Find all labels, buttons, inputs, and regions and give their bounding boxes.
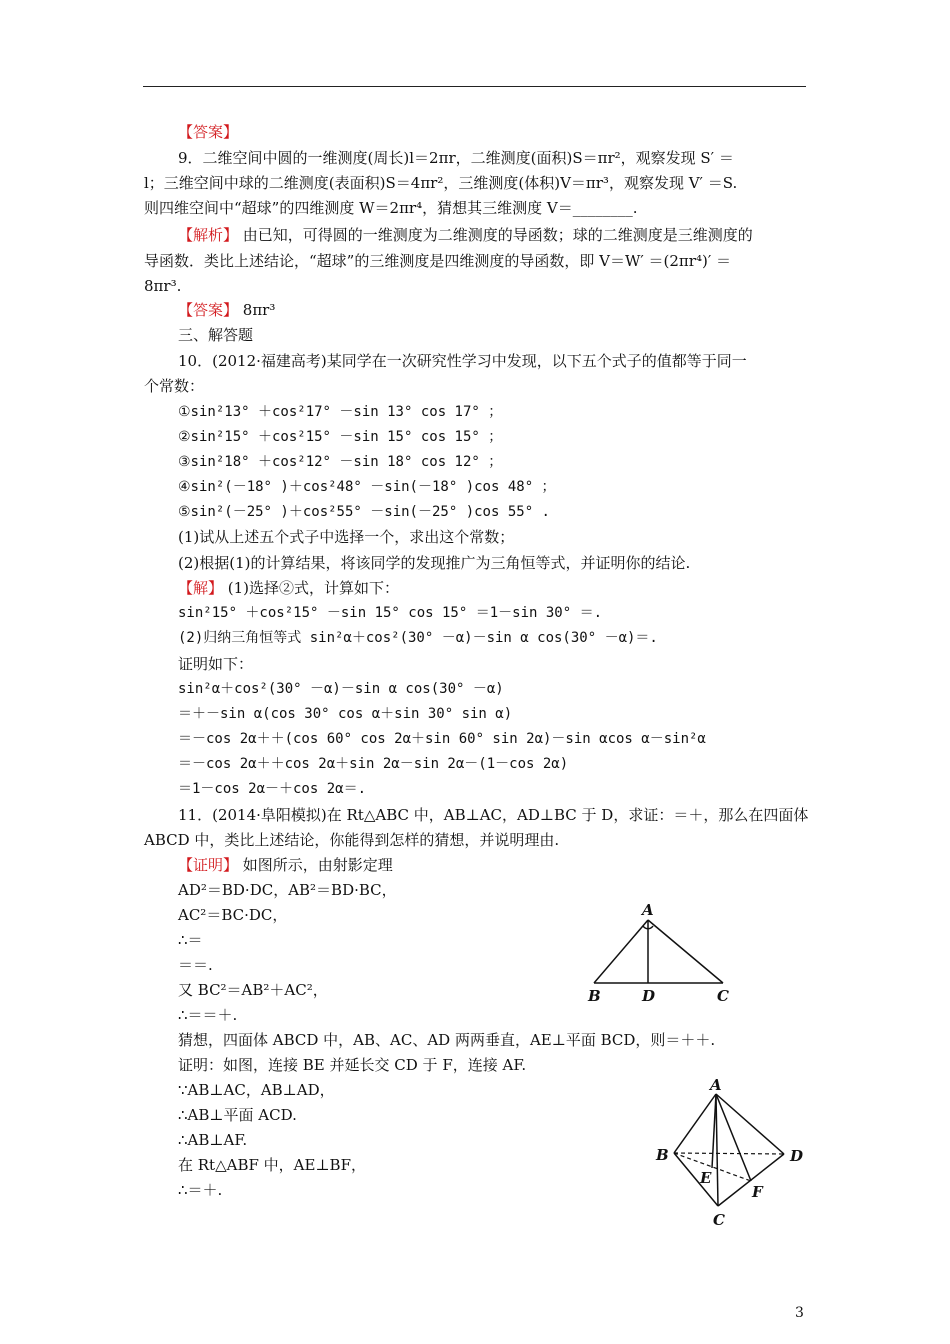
q11-proof-line-4: ∴＝ <box>178 931 203 949</box>
q9-analysis-line-2: 导函数．类比上述结论，“超球”的三维测度是四维测度的导函数，即 V＝W′ ＝(2πr⁴)′ ＝ <box>144 252 731 270</box>
edge-ac <box>716 1094 718 1206</box>
q10-item-4: ④sin²(－18° )＋cos²48° －sin(－18° )cos 48° ； <box>178 479 556 495</box>
q10-solution-line-5: sin²α＋cos²(30° －α)－sin α cos(30° －α) <box>178 681 504 697</box>
label-a: A <box>642 901 654 919</box>
q10-item-3: ③sin²18° ＋cos²12° －sin 18° cos 12° ； <box>178 454 503 470</box>
q11-proof-line-8: 猜想，四面体 ABCD 中，AB、AC、AD 两两垂直，AE⊥平面 BCD，则＝＋＋. <box>178 1031 716 1049</box>
tet-label-d: D <box>790 1147 804 1165</box>
label-b: B <box>588 987 601 1005</box>
q10-line-2: 个常数： <box>144 377 205 395</box>
section-title: 三、解答题 <box>178 326 254 344</box>
q9-answer-value: 8πr³ <box>238 301 276 319</box>
q11-proof-line-14: ∴＝＋. <box>178 1181 223 1199</box>
label-c: C <box>717 987 729 1005</box>
q10-solution-line-2: sin²15° ＋cos²15° －sin 15° cos 15° ＝1－sin 30° ＝. <box>178 605 603 621</box>
q9-line-3: 则四维空间中“超球”的四维测度 W＝2πr⁴，猜想其三维测度 V＝________. <box>144 199 638 217</box>
q10-solution-line-6: ＝＋－sin α(cos 30° cos α＋sin 30° sin α) <box>178 706 513 722</box>
q9-answer <box>178 300 275 320</box>
answer-tag-2: 【答案】 <box>178 301 239 319</box>
q9-analysis-line-3: 8πr³. <box>144 277 182 295</box>
tet-label-e: E <box>700 1169 712 1187</box>
edge-ab <box>674 1094 716 1153</box>
q10-solution-line-4: 证明如下： <box>178 655 254 673</box>
edge-ad <box>716 1094 784 1154</box>
q11-proof <box>178 855 393 875</box>
header-rule <box>143 86 806 87</box>
q10-item-1: ①sin²13° ＋cos²17° －sin 13° cos 17° ； <box>178 404 503 420</box>
q11-proof-line-1: 如图所示，由射影定理 <box>238 856 393 874</box>
q11-proof-line-9: 证明：如图，连接 BE 并延长交 CD 于 F，连接 AF. <box>178 1056 527 1074</box>
tet-label-b: B <box>656 1146 669 1164</box>
q10-item-2: ②sin²15° ＋cos²15° －sin 15° cos 15° ； <box>178 429 503 445</box>
q10-solution-line-7: ＝－cos 2α＋＋(cos 60° cos 2α＋sin 60° sin 2α)－sin αcos α－sin²α <box>178 731 706 747</box>
q10-item-5: ⑤sin²(－25° )＋cos²55° －sin(－25° )cos 55° . <box>178 504 550 520</box>
segment-af <box>716 1094 751 1181</box>
q11-proof-line-12: ∴AB⊥AF. <box>178 1131 248 1149</box>
q10-part-1: (1)试从上述五个式子中选择一个，求出这个常数； <box>178 528 515 546</box>
q10-solution-line-9: ＝1－cos 2α－＋cos 2α＝. <box>178 781 367 797</box>
segment-ab <box>594 920 648 983</box>
segment-ac <box>648 920 723 983</box>
q9-analysis-line-1: 由已知，可得圆的一维测度为二维测度的导函数；球的二维测度是三维测度的 <box>238 226 753 244</box>
triangle-figure <box>580 895 750 1010</box>
tet-label-c: C <box>713 1211 725 1229</box>
q11-proof-line-2: AD²＝BD·DC，AB²＝BD·BC， <box>178 881 397 899</box>
q9-analysis <box>178 225 753 245</box>
q10-line-1: 10．(2012·福建高考)某同学在一次研究性学习中发现，以下五个式子的值都等于同一 <box>178 352 747 370</box>
q11-line-1: 11．(2014·阜阳模拟)在 Rt△ABC 中，AB⊥AC，AD⊥BC 于 D，求证：＝＋，那么在四面体 <box>178 806 809 824</box>
tetrahedron-figure <box>648 1072 813 1232</box>
q11-line-2: ABCD 中，类比上述结论，你能得到怎样的猜想，并说明理由. <box>144 831 560 849</box>
tet-label-f: F <box>752 1183 763 1201</box>
q10-solution <box>178 578 399 598</box>
segment-ae <box>712 1094 716 1168</box>
label-d: D <box>642 987 656 1005</box>
tet-label-a: A <box>710 1076 722 1094</box>
answer-tag: 【答案】 <box>178 123 239 141</box>
q11-proof-line-3: AC²＝BC·DC， <box>178 906 288 924</box>
solution-tag: 【解】 <box>178 579 224 597</box>
q9-line-2: l；三维空间中球的二维测度(表面积)S＝4πr²，三维测度(体积)V＝πr³，观察发现 V′ ＝S. <box>144 174 738 192</box>
page-number: 3 <box>795 1305 804 1321</box>
edge-bd-hidden <box>674 1153 784 1154</box>
q10-solution-line-8: ＝－cos 2α＋＋cos 2α＋sin 2α－sin 2α－(1－cos 2α) <box>178 756 569 772</box>
q11-proof-line-7: ∴＝＝＋. <box>178 1006 238 1024</box>
q10-solution-line-1: (1)选择②式，计算如下： <box>223 579 400 597</box>
q11-proof-line-6: 又 BC²＝AB²＋AC²， <box>178 981 328 999</box>
q11-proof-line-11: ∴AB⊥平面 ACD. <box>178 1106 297 1124</box>
q11-proof-line-13: 在 Rt△ABF 中，AE⊥BF， <box>178 1156 366 1174</box>
q11-proof-line-5: ＝＝. <box>178 956 213 974</box>
proof-tag: 【证明】 <box>178 856 239 874</box>
q9-line-1: 9．二维空间中圆的一维测度(周长)l＝2πr，二维测度(面积)S＝πr²，观察发现 S′ ＝ <box>178 149 734 167</box>
q10-solution-line-3: (2)归纳三角恒等式 sin²α＋cos²(30° －α)－sin α cos(30° －α)＝. <box>178 630 658 646</box>
q10-part-2: (2)根据(1)的计算结果，将该同学的发现推广为三角恒等式，并证明你的结论. <box>178 554 691 572</box>
q11-proof-line-10: ∵AB⊥AC，AB⊥AD， <box>178 1081 335 1099</box>
analysis-tag: 【解析】 <box>178 226 239 244</box>
